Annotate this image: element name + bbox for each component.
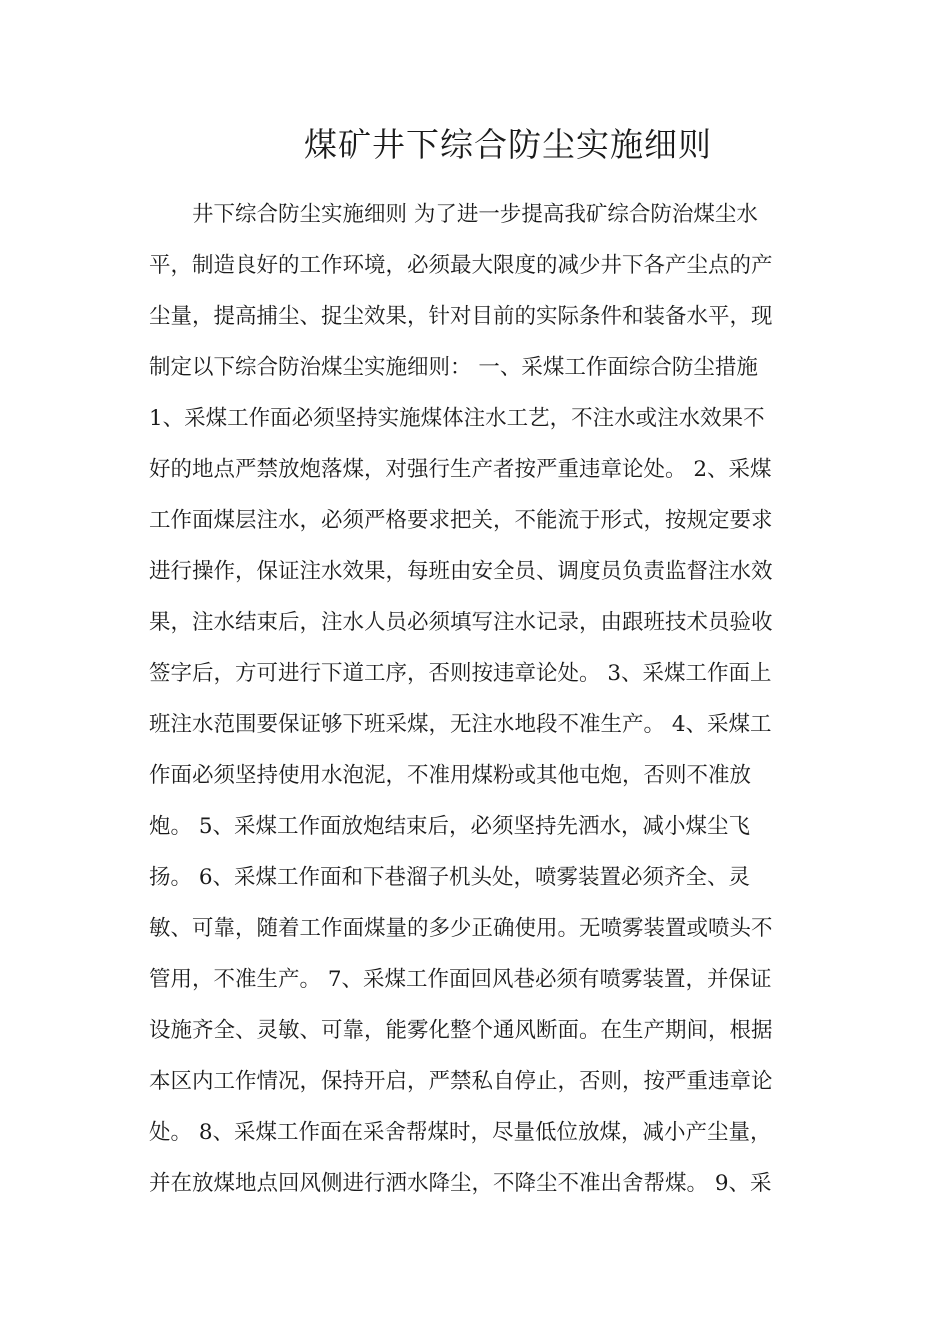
body-line: 尘量，提高捕尘、捉尘效果，针对目前的实际条件和装备水平，现 — [149, 304, 773, 329]
body-line: 处。 8、采煤工作面在采舍帮煤时，尽量低位放煤，减小产尘量， — [149, 1120, 772, 1145]
body-line: 炮。 5、采煤工作面放炮结束后，必须坚持先洒水，减小煤尘飞 — [149, 814, 751, 839]
document-body — [149, 189, 809, 1209]
body-line: 班注水范围要保证够下班采煤，无注水地段不准生产。 4、采煤工 — [149, 712, 772, 737]
body-line: 敏、可靠，随着工作面煤量的多少正确使用。无喷雾装置或喷头不 — [149, 916, 773, 941]
body-line: 好的地点严禁放炮落煤，对强行生产者按严重违章论处。 2、采煤 — [149, 457, 772, 482]
body-line: 平，制造良好的工作环境，必须最大限度的减少井下各产尘点的产 — [149, 253, 773, 278]
body-line: 设施齐全、灵敏、可靠，能雾化整个通风断面。在生产期间，根据 — [149, 1018, 773, 1043]
body-line: 进行操作，保证注水效果，每班由安全员、调度员负责监督注水效 — [149, 559, 773, 584]
body-line: 1、采煤工作面必须坚持实施煤体注水工艺，不注水或注水效果不 — [149, 406, 765, 431]
body-line: 扬。 6、采煤工作面和下巷溜子机头处，喷雾装置必须齐全、灵 — [149, 865, 751, 890]
body-line: 管用，不准生产。 7、采煤工作面回风巷必须有喷雾装置，并保证 — [149, 967, 772, 992]
document-title: 煤矿井下综合防尘实施细则 — [304, 125, 712, 164]
body-line: 制定以下综合防治煤尘实施细则： 一、采煤工作面综合防尘措施 — [149, 355, 758, 380]
body-line: 作面必须坚持使用水泡泥，不准用煤粉或其他屯炮，否则不准放 — [149, 763, 752, 788]
body-line: 签字后，方可进行下道工序，否则按违章论处。 3、采煤工作面上 — [149, 661, 772, 686]
body-line: 本区内工作情况，保持开启，严禁私自停止，否则，按严重违章论 — [149, 1069, 773, 1094]
body-line: 工作面煤层注水，必须严格要求把关，不能流于形式，按规定要求 — [149, 508, 773, 533]
body-line: 井下综合防尘实施细则 为了进一步提高我矿综合防治煤尘水 — [149, 202, 758, 227]
body-line: 并在放煤地点回风侧进行洒水降尘，不降尘不准出舍帮煤。 9、采 — [149, 1171, 772, 1196]
body-line: 果，注水结束后，注水人员必须填写注水记录，由跟班技术员验收 — [149, 610, 773, 635]
